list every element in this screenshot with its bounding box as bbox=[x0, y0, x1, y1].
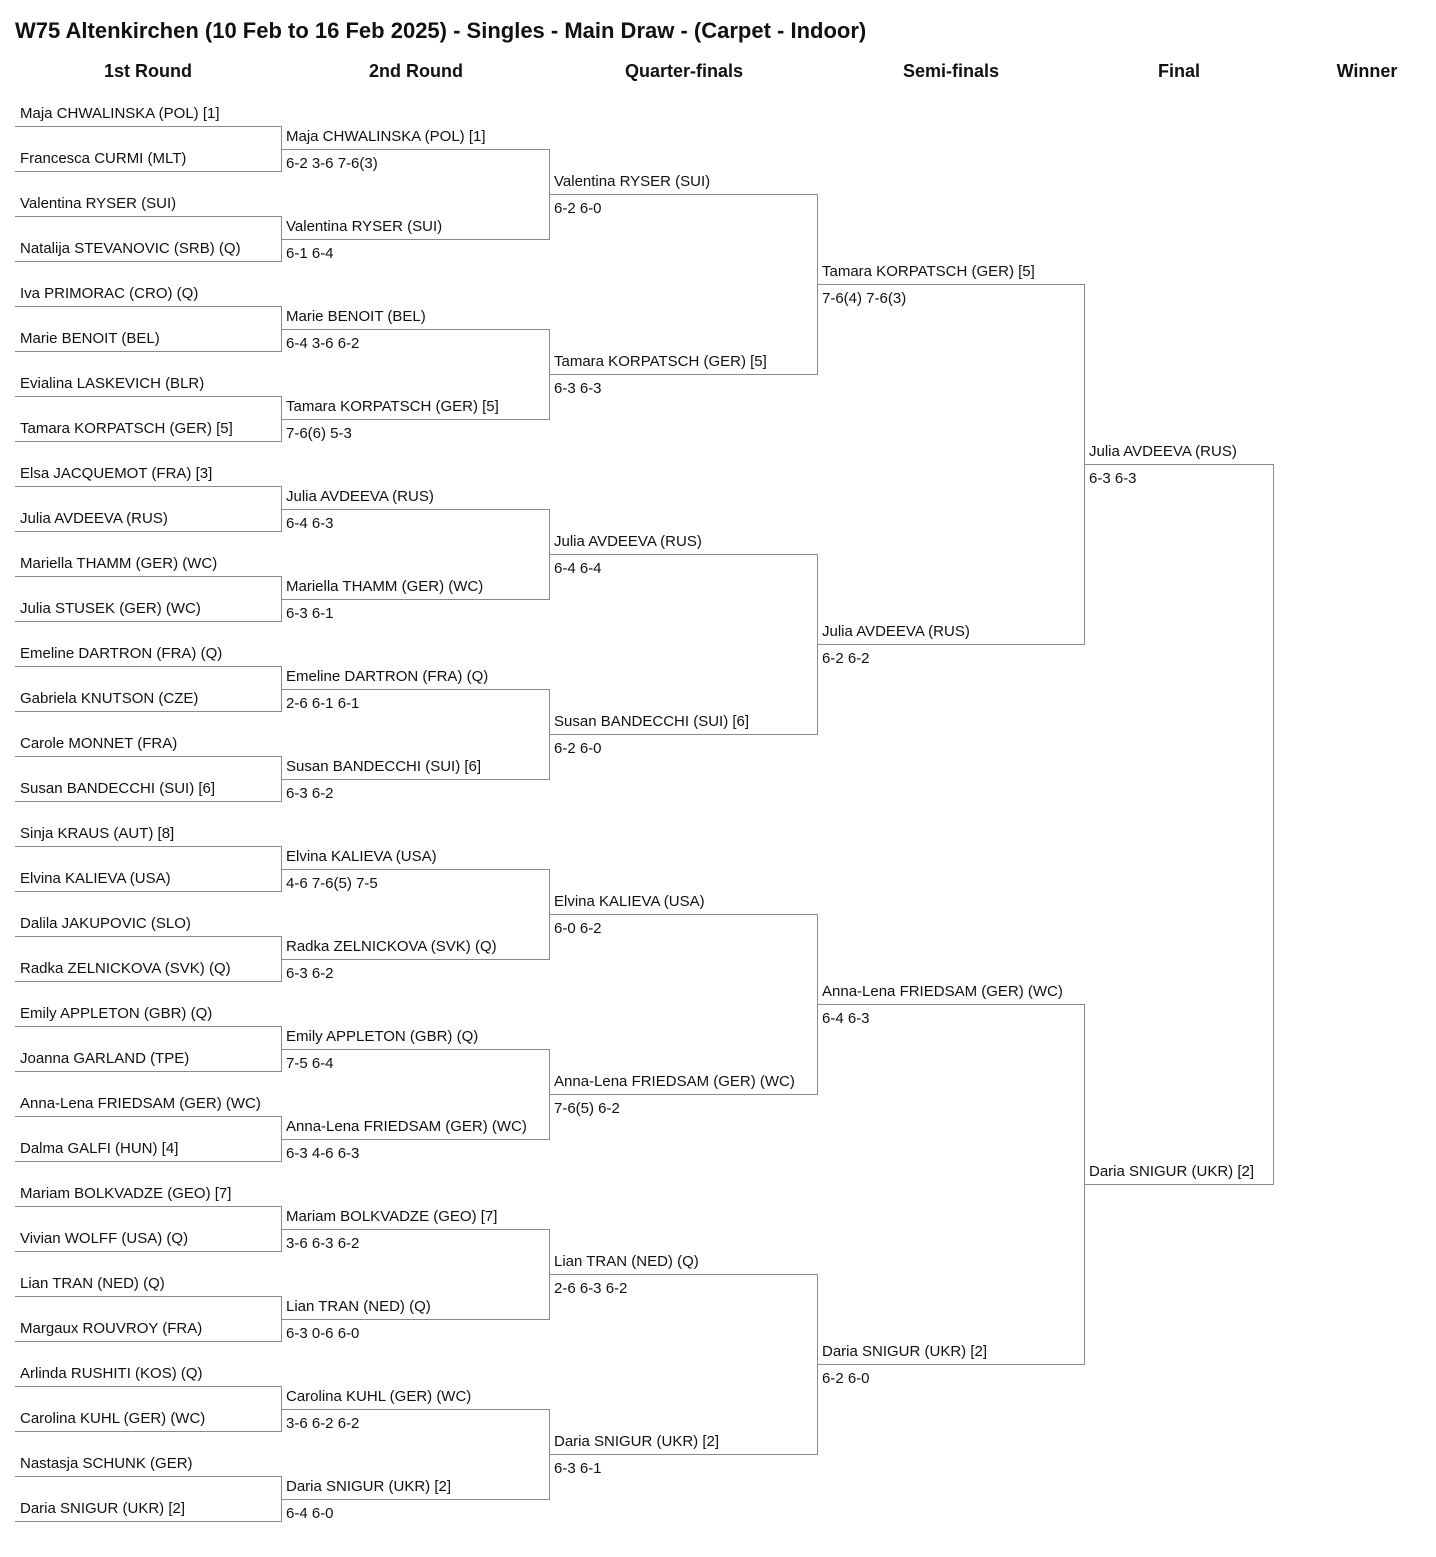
match-score: 6-3 6-1 bbox=[554, 1460, 602, 1477]
match-score: 7-6(5) 6-2 bbox=[554, 1100, 620, 1117]
round-header: Quarter-finals bbox=[624, 61, 744, 81]
player-name: Julia AVDEEVA (RUS) bbox=[1089, 443, 1237, 460]
player-name: Natalija STEVANOVIC (SRB) (Q) bbox=[20, 240, 241, 257]
player-name: Valentina RYSER (SUI) bbox=[286, 218, 443, 235]
bracket-line bbox=[1084, 1184, 1273, 1185]
match-score: 6-3 6-1 bbox=[286, 605, 334, 622]
match-score: 6-4 6-3 bbox=[286, 515, 334, 532]
match-score: 7-6(6) 5-3 bbox=[286, 425, 352, 442]
bracket-line bbox=[15, 1071, 281, 1072]
round-header: Winner bbox=[1336, 61, 1398, 81]
bracket-line bbox=[549, 734, 817, 735]
bracket-line bbox=[817, 1364, 1084, 1365]
match-score: 6-3 6-3 bbox=[1089, 470, 1137, 487]
match-score: 6-3 0-6 6-0 bbox=[286, 1325, 360, 1342]
player-name: Margaux ROUVROY (FRA) bbox=[20, 1320, 203, 1337]
match-score: 6-2 6-0 bbox=[554, 740, 602, 757]
player-name: Gabriela KNUTSON (CZE) bbox=[20, 690, 199, 707]
bracket-line bbox=[15, 126, 281, 127]
bracket-line bbox=[549, 1274, 817, 1275]
bracket-line bbox=[15, 306, 281, 307]
player-name: Daria SNIGUR (UKR) [2] bbox=[554, 1433, 720, 1450]
match-score: 6-3 4-6 6-3 bbox=[286, 1145, 360, 1162]
match-score: 2-6 6-1 6-1 bbox=[286, 695, 360, 712]
match-score: 6-0 6-2 bbox=[554, 920, 602, 937]
match-score: 6-3 6-3 bbox=[554, 380, 602, 397]
player-name: Tamara KORPATSCH (GER) [5] bbox=[286, 398, 499, 415]
bracket-line bbox=[15, 756, 281, 757]
player-name: Daria SNIGUR (UKR) [2] bbox=[20, 1500, 186, 1517]
bracket-line bbox=[15, 1476, 281, 1477]
bracket-line bbox=[15, 1341, 281, 1342]
player-name: Valentina RYSER (SUI) bbox=[554, 173, 711, 190]
player-name: Julia AVDEEVA (RUS) bbox=[822, 623, 970, 640]
bracket-line bbox=[15, 1521, 281, 1522]
bracket-line bbox=[15, 261, 281, 262]
player-name: Emily APPLETON (GBR) (Q) bbox=[286, 1028, 479, 1045]
player-name: Lian TRAN (NED) (Q) bbox=[20, 1275, 165, 1292]
bracket-line bbox=[15, 846, 281, 847]
bracket-line bbox=[15, 1296, 281, 1297]
player-name: Lian TRAN (NED) (Q) bbox=[286, 1298, 431, 1315]
bracket-line bbox=[281, 1229, 549, 1230]
bracket-line bbox=[15, 171, 281, 172]
match-score: 6-2 3-6 7-6(3) bbox=[286, 155, 378, 172]
bracket-line bbox=[281, 1049, 549, 1050]
player-name: Valentina RYSER (SUI) bbox=[20, 195, 177, 212]
player-name: Susan BANDECCHI (SUI) [6] bbox=[286, 758, 482, 775]
match-score: 7-6(4) 7-6(3) bbox=[822, 290, 907, 307]
bracket-line bbox=[549, 374, 817, 375]
match-score: 3-6 6-2 6-2 bbox=[286, 1415, 360, 1432]
player-name: Susan BANDECCHI (SUI) [6] bbox=[554, 713, 750, 730]
bracket-line bbox=[15, 1116, 281, 1117]
player-name: Tamara KORPATSCH (GER) [5] bbox=[20, 420, 233, 437]
bracket-line bbox=[549, 1454, 817, 1455]
round-header: 1st Round bbox=[104, 61, 192, 81]
bracket-line bbox=[281, 239, 549, 240]
bracket-line bbox=[15, 216, 281, 217]
bracket-line bbox=[281, 149, 549, 150]
player-name: Daria SNIGUR (UKR) [2] bbox=[1089, 1163, 1255, 1180]
player-name: Joanna GARLAND (TPE) bbox=[20, 1050, 190, 1067]
match-score: 4-6 7-6(5) 7-5 bbox=[286, 875, 378, 892]
player-name: Carolina KUHL (GER) (WC) bbox=[286, 1388, 472, 1405]
player-name: Tamara KORPATSCH (GER) [5] bbox=[554, 353, 767, 370]
match-score: 6-4 6-3 bbox=[822, 1010, 870, 1027]
bracket-line bbox=[281, 329, 549, 330]
match-score: 6-4 6-0 bbox=[286, 1505, 334, 1522]
bracket-line bbox=[15, 936, 281, 937]
player-name: Julia AVDEEVA (RUS) bbox=[554, 533, 702, 550]
player-name: Dalila JAKUPOVIC (SLO) bbox=[20, 915, 191, 932]
match-score: 7-5 6-4 bbox=[286, 1055, 334, 1072]
player-name: Carole MONNET (FRA) bbox=[20, 735, 178, 752]
bracket-line bbox=[15, 351, 281, 352]
player-name: Maja CHWALINSKA (POL) [1] bbox=[20, 105, 220, 122]
player-name: Mariella THAMM (GER) (WC) bbox=[286, 578, 484, 595]
match-score: 6-2 6-0 bbox=[822, 1370, 870, 1387]
bracket-line bbox=[15, 1206, 281, 1207]
player-name: Emily APPLETON (GBR) (Q) bbox=[20, 1005, 213, 1022]
bracket-line bbox=[15, 981, 281, 982]
bracket-line bbox=[817, 644, 1084, 645]
player-name: Vivian WOLFF (USA) (Q) bbox=[20, 1230, 189, 1247]
bracket-line bbox=[15, 1161, 281, 1162]
round-header: Final bbox=[1157, 61, 1200, 81]
player-name: Mariam BOLKVADZE (GEO) [7] bbox=[286, 1208, 498, 1225]
bracket-line bbox=[281, 1139, 549, 1140]
bracket-line bbox=[281, 1319, 549, 1320]
player-name: Radka ZELNICKOVA (SVK) (Q) bbox=[286, 938, 497, 955]
player-name: Susan BANDECCHI (SUI) [6] bbox=[20, 780, 216, 797]
bracket-line bbox=[15, 531, 281, 532]
bracket-line bbox=[281, 779, 549, 780]
bracket-line bbox=[15, 1431, 281, 1432]
bracket-line bbox=[15, 621, 281, 622]
bracket-line bbox=[15, 801, 281, 802]
player-name: Julia AVDEEVA (RUS) bbox=[286, 488, 434, 505]
player-name: Elvina KALIEVA (USA) bbox=[554, 893, 705, 910]
match-score: 6-3 6-2 bbox=[286, 965, 334, 982]
match-score: 2-6 6-3 6-2 bbox=[554, 1280, 628, 1297]
bracket-line bbox=[817, 284, 1084, 285]
bracket-line bbox=[15, 441, 281, 442]
player-name: Maja CHWALINSKA (POL) [1] bbox=[286, 128, 486, 145]
bracket-line bbox=[549, 914, 817, 915]
bracket-line bbox=[281, 1499, 549, 1500]
player-name: Carolina KUHL (GER) (WC) bbox=[20, 1410, 206, 1427]
match-score: 3-6 6-3 6-2 bbox=[286, 1235, 360, 1252]
bracket-line bbox=[15, 1251, 281, 1252]
player-name: Dalma GALFI (HUN) [4] bbox=[20, 1140, 179, 1157]
player-name: Elvina KALIEVA (USA) bbox=[286, 848, 437, 865]
player-name: Lian TRAN (NED) (Q) bbox=[554, 1253, 699, 1270]
match-score: 6-4 6-4 bbox=[554, 560, 602, 577]
player-name: Daria SNIGUR (UKR) [2] bbox=[286, 1478, 452, 1495]
bracket-line bbox=[15, 486, 281, 487]
page-title: W75 Altenkirchen (10 Feb to 16 Feb 2025) - Singles - Main Draw - (Carpet - Indoor) bbox=[15, 18, 867, 43]
player-name: Nastasja SCHUNK (GER) bbox=[20, 1455, 193, 1472]
player-name: Sinja KRAUS (AUT) [8] bbox=[20, 825, 175, 842]
player-name: Iva PRIMORAC (CRO) (Q) bbox=[20, 285, 199, 302]
bracket-line bbox=[15, 1026, 281, 1027]
bracket-line bbox=[15, 576, 281, 577]
player-name: Anna-Lena FRIEDSAM (GER) (WC) bbox=[286, 1118, 527, 1135]
player-name: Tamara KORPATSCH (GER) [5] bbox=[822, 263, 1035, 280]
bracket-line bbox=[549, 194, 817, 195]
match-score: 6-3 6-2 bbox=[286, 785, 334, 802]
player-name: Radka ZELNICKOVA (SVK) (Q) bbox=[20, 960, 231, 977]
bracket-line bbox=[281, 1409, 549, 1410]
player-name: Anna-Lena FRIEDSAM (GER) (WC) bbox=[554, 1073, 795, 1090]
bracket-line bbox=[281, 689, 549, 690]
round-header: 2nd Round bbox=[369, 61, 463, 81]
player-name: Arlinda RUSHITI (KOS) (Q) bbox=[20, 1365, 203, 1382]
player-name: Julia AVDEEVA (RUS) bbox=[20, 510, 168, 527]
bracket-line bbox=[281, 869, 549, 870]
bracket-line bbox=[817, 1004, 1084, 1005]
match-score: 6-4 3-6 6-2 bbox=[286, 335, 360, 352]
round-header: Semi-finals bbox=[902, 61, 1000, 81]
player-name: Evialina LASKEVICH (BLR) bbox=[20, 375, 205, 392]
player-name: Emeline DARTRON (FRA) (Q) bbox=[286, 668, 489, 685]
player-name: Elsa JACQUEMOT (FRA) [3] bbox=[20, 465, 213, 482]
player-name: Francesca CURMI (MLT) bbox=[20, 150, 187, 167]
bracket-line bbox=[1084, 464, 1273, 465]
bracket-line bbox=[549, 554, 817, 555]
player-name: Mariam BOLKVADZE (GEO) [7] bbox=[20, 1185, 232, 1202]
bracket-line bbox=[549, 1094, 817, 1095]
player-name: Julia STUSEK (GER) (WC) bbox=[20, 600, 201, 617]
bracket-line bbox=[281, 599, 549, 600]
match-score: 6-1 6-4 bbox=[286, 245, 334, 262]
match-score: 6-2 6-0 bbox=[554, 200, 602, 217]
player-name: Elvina KALIEVA (USA) bbox=[20, 870, 171, 887]
player-name: Mariella THAMM (GER) (WC) bbox=[20, 555, 218, 572]
match-score: 6-2 6-2 bbox=[822, 650, 870, 667]
bracket-line bbox=[15, 396, 281, 397]
bracket-line bbox=[281, 959, 549, 960]
player-name: Emeline DARTRON (FRA) (Q) bbox=[20, 645, 223, 662]
player-name: Marie BENOIT (BEL) bbox=[20, 330, 160, 347]
bracket-line bbox=[281, 419, 549, 420]
bracket-line bbox=[1273, 464, 1274, 1185]
bracket-line bbox=[15, 711, 281, 712]
bracket-line bbox=[15, 666, 281, 667]
player-name: Anna-Lena FRIEDSAM (GER) (WC) bbox=[20, 1095, 261, 1112]
player-name: Daria SNIGUR (UKR) [2] bbox=[822, 1343, 988, 1360]
player-name: Anna-Lena FRIEDSAM (GER) (WC) bbox=[822, 983, 1063, 1000]
bracket-line bbox=[281, 509, 549, 510]
bracket-line bbox=[15, 891, 281, 892]
bracket-line bbox=[15, 1386, 281, 1387]
player-name: Marie BENOIT (BEL) bbox=[286, 308, 426, 325]
